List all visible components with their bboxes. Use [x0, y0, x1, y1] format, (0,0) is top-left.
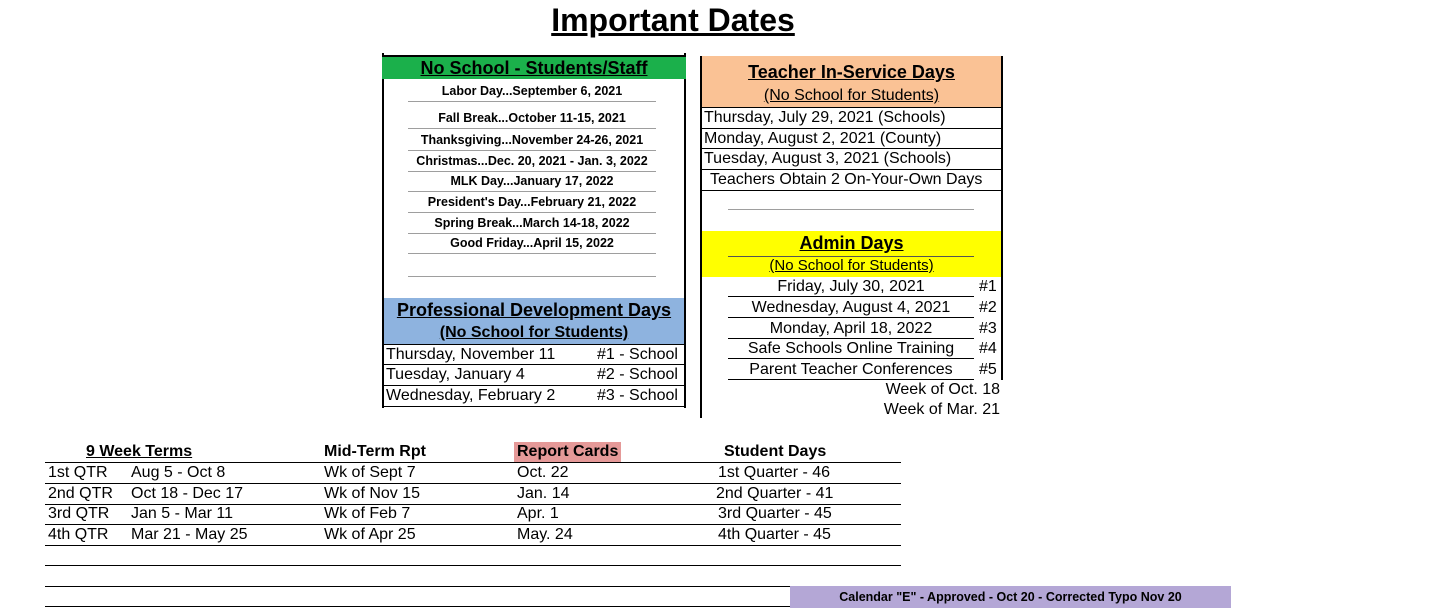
terms-header: 9 Week Terms — [86, 443, 193, 460]
no-school-item: President's Day...February 21, 2022 — [408, 192, 656, 213]
calendar-footer-note: Calendar "E" - Approved - Oct 20 - Corrected Typo Nov 20 — [790, 586, 1231, 608]
admin-row: Safe Schools Online Training — [728, 339, 974, 359]
admin-num: #1 — [979, 278, 997, 295]
admin-num: #4 — [979, 340, 997, 357]
admin-num: #2 — [979, 299, 997, 316]
teacher-inservice-header — [702, 56, 1001, 107]
admin-num: #3 — [979, 320, 997, 337]
admin-row: Parent Teacher Conferences — [728, 360, 974, 380]
prof-dev-title: Professional Development Days — [396, 300, 672, 320]
right-box-border — [1001, 56, 1003, 380]
prof-dev-subtitle: (No School for Students) — [439, 324, 629, 341]
quarter-label: 2nd QTR — [48, 485, 113, 502]
report-cards-header: Report Cards — [514, 442, 621, 462]
midterm-header: Mid-Term Rpt — [324, 443, 426, 460]
quarter-label: 3rd QTR — [48, 505, 110, 522]
table-rule — [45, 545, 901, 546]
admin-num: #5 — [979, 361, 997, 378]
teacher-inservice-row: Monday, August 2, 2021 (County) — [702, 128, 1001, 148]
page-title: Important Dates — [551, 2, 795, 38]
prof-dev-date: Tuesday, January 4 — [386, 366, 525, 383]
prof-dev-date: Thursday, November 11 — [386, 346, 556, 363]
report-card-cell: Oct. 22 — [517, 464, 569, 481]
admin-header — [702, 231, 1001, 277]
no-school-item: Thanksgiving...November 24-26, 2021 — [408, 130, 656, 151]
prof-dev-date: Wednesday, February 2 — [386, 387, 556, 404]
teacher-inservice-row: Teachers Obtain 2 On-Your-Own Days — [702, 169, 1001, 191]
table-rule — [45, 565, 901, 566]
student-days-cell: 3rd Quarter - 45 — [718, 505, 832, 522]
no-school-header — [382, 55, 686, 79]
admin-row: Wednesday, August 4, 2021 — [728, 298, 974, 318]
no-school-item: Spring Break...March 14-18, 2022 — [408, 213, 656, 234]
student-days-cell: 4th Quarter - 45 — [718, 526, 831, 543]
teacher-inservice-subtitle: (No School for Students) — [763, 87, 940, 104]
quarter-range: Mar 21 - May 25 — [131, 526, 248, 543]
no-school-item: Labor Day...September 6, 2021 — [408, 81, 656, 102]
quarter-range: Jan 5 - Mar 11 — [131, 505, 233, 522]
prof-dev-row — [384, 344, 684, 364]
prof-dev-num: #2 - School — [597, 366, 678, 383]
quarter-label: 4th QTR — [48, 526, 109, 543]
divider — [728, 256, 974, 257]
student-days-header: Student Days — [724, 443, 827, 460]
student-days-cell: 2nd Quarter - 41 — [716, 485, 834, 502]
quarter-label: 1st QTR — [48, 464, 108, 481]
admin-week: Week of Mar. 21 — [883, 401, 1000, 418]
table-rule — [45, 586, 901, 587]
report-card-cell: May. 24 — [517, 526, 573, 543]
admin-title: Admin Days — [799, 233, 904, 253]
admin-row: Monday, April 18, 2022 — [728, 319, 974, 339]
no-school-header-text: No School - Students/Staff — [420, 58, 648, 78]
no-school-item: MLK Day...January 17, 2022 — [408, 171, 656, 192]
quarter-range: Aug 5 - Oct 8 — [131, 464, 226, 481]
admin-week: Week of Oct. 18 — [885, 381, 1000, 398]
prof-dev-row — [384, 385, 684, 407]
teacher-inservice-title: Teacher In-Service Days — [748, 62, 955, 82]
no-school-item: Christmas...Dec. 20, 2021 - Jan. 3, 2022 — [408, 151, 656, 172]
no-school-item: Good Friday...April 15, 2022 — [408, 233, 656, 254]
prof-dev-num: #3 - School — [597, 387, 678, 404]
prof-dev-header — [384, 298, 684, 344]
teacher-inservice-row: Thursday, July 29, 2021 (Schools) — [702, 107, 1001, 127]
student-days-cell: 1st Quarter - 46 — [718, 464, 831, 481]
admin-subtitle: (No School for Students) — [769, 257, 934, 274]
midterm-cell: Wk of Sept 7 — [324, 464, 416, 481]
table-rule — [45, 606, 901, 607]
midterm-cell: Wk of Feb 7 — [324, 505, 411, 522]
teacher-inservice-row: Tuesday, August 3, 2021 (Schools) — [702, 148, 1001, 168]
midterm-cell: Wk of Apr 25 — [324, 526, 416, 543]
report-card-cell: Jan. 14 — [517, 485, 570, 502]
midterm-cell: Wk of Nov 15 — [324, 485, 421, 502]
admin-row: Friday, July 30, 2021 — [728, 277, 974, 297]
divider — [408, 276, 656, 277]
prof-dev-num: #1 - School — [597, 346, 678, 363]
prof-dev-row — [384, 364, 684, 384]
no-school-item: Fall Break...October 11-15, 2021 — [408, 108, 656, 129]
divider — [728, 209, 974, 210]
report-card-cell: Apr. 1 — [517, 505, 559, 522]
quarter-range: Oct 18 - Dec 17 — [131, 485, 244, 502]
